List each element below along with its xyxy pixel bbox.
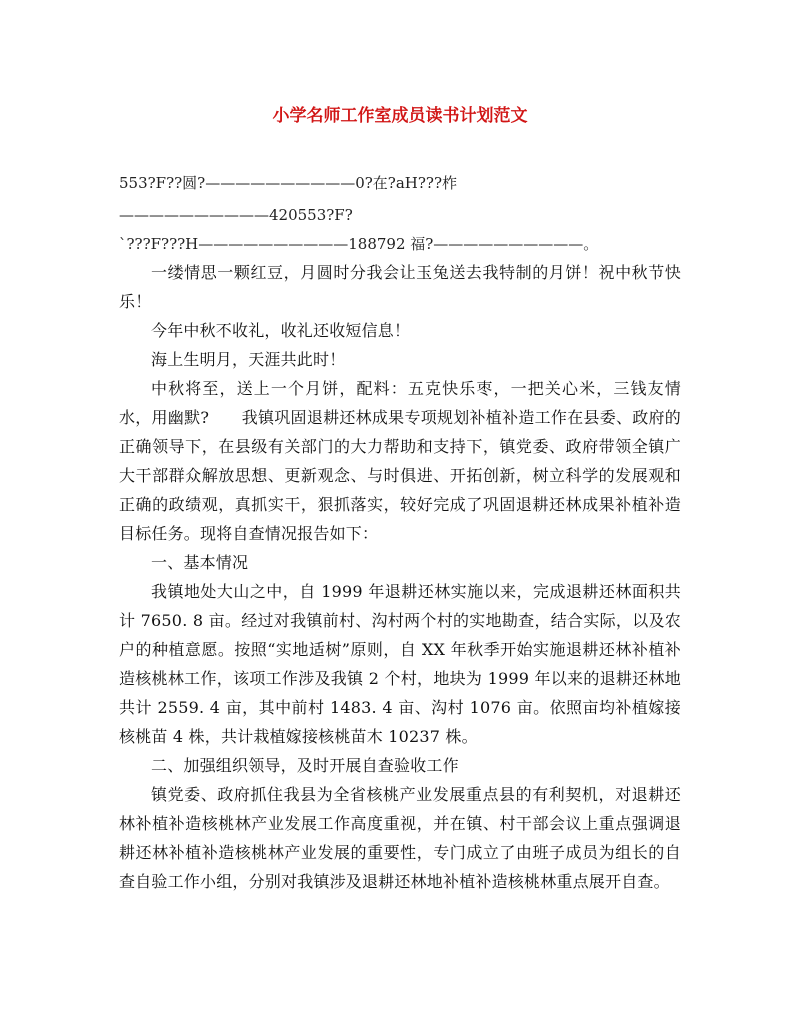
paragraph-report-intro: 中秋将至，送上一个月饼，配料：五克快乐枣，一把关心米，三钱友情水，用幽默? 我镇巩固退耕还林成果专项规划补植补造工作在县委、政府的正确领导下，在县级有关部门的大力帮助和支持下，镇党委、政府带领全镇广大干部群众解放思想、更新观念、与时俱进、开拓创新，树立科学的发展观和正确的政绩观，真抓实干，狠抓落实，较好完成了巩固退耕还林成果补植补造目标任务。现将自查情况报告如下：	[119, 379, 681, 543]
paragraph-basic-situation: 我镇地处大山之中，自 1999 年退耕还林实施以来，完成退耕还林面积共计 7650. 8 亩。经过对我镇前村、沟村两个村的实地勘查，结合实际，以及农户的种植意愿。按照“实地适树”原则，自 XX 年秋季开始实施退耕还林补植补造核桃林工作，该项工作涉及我镇 2 个村，地块为 1999 年以来的退耕还林地共计 2559. 4 亩，其中前村 1483. 4 亩、沟村 1076 亩。依照亩均补植嫁接核桃苗 4 株，共计栽植嫁接核桃苗木 10237 株。	[119, 582, 681, 746]
section-heading-basic: 一、基本情况	[151, 553, 249, 572]
garbled-line-2: ——————————420553?F?	[119, 206, 353, 224]
paragraph-moon: 海上生明月，天涯共此时！	[151, 350, 346, 369]
paragraph-organization: 镇党委、政府抓住我县为全省核桃产业发展重点县的有利契机，对退耕还林补植补造核桃林产业发展工作高度重视，并在镇、村干部会议上重点强调退耕还林补植补造核桃林产业发展的重要性，专门成立了由班子成员为组长的自查自验工作小组，分别对我镇涉及退耕还林地补植补造核桃林重点展开自查。	[119, 785, 681, 891]
paragraph-greeting: 一缕情思一颗红豆，月圆时分我会让玉兔送去我特制的月饼！祝中秋节快乐！	[119, 263, 681, 311]
garbled-line-1: 553?F??圆?——————————0?在?aH???柞	[119, 174, 457, 192]
garbled-line-3: `???F???H——————————188792 福?——————————。	[119, 235, 599, 253]
document-title: 小学名师工作室成员读书计划范文	[272, 106, 528, 126]
section-heading-organization: 二、加强组织领导，及时开展自查验收工作	[151, 756, 459, 775]
document-body	[119, 258, 681, 896]
paragraph-sms: 今年中秋不收礼，收礼还收短信息！	[151, 321, 411, 340]
